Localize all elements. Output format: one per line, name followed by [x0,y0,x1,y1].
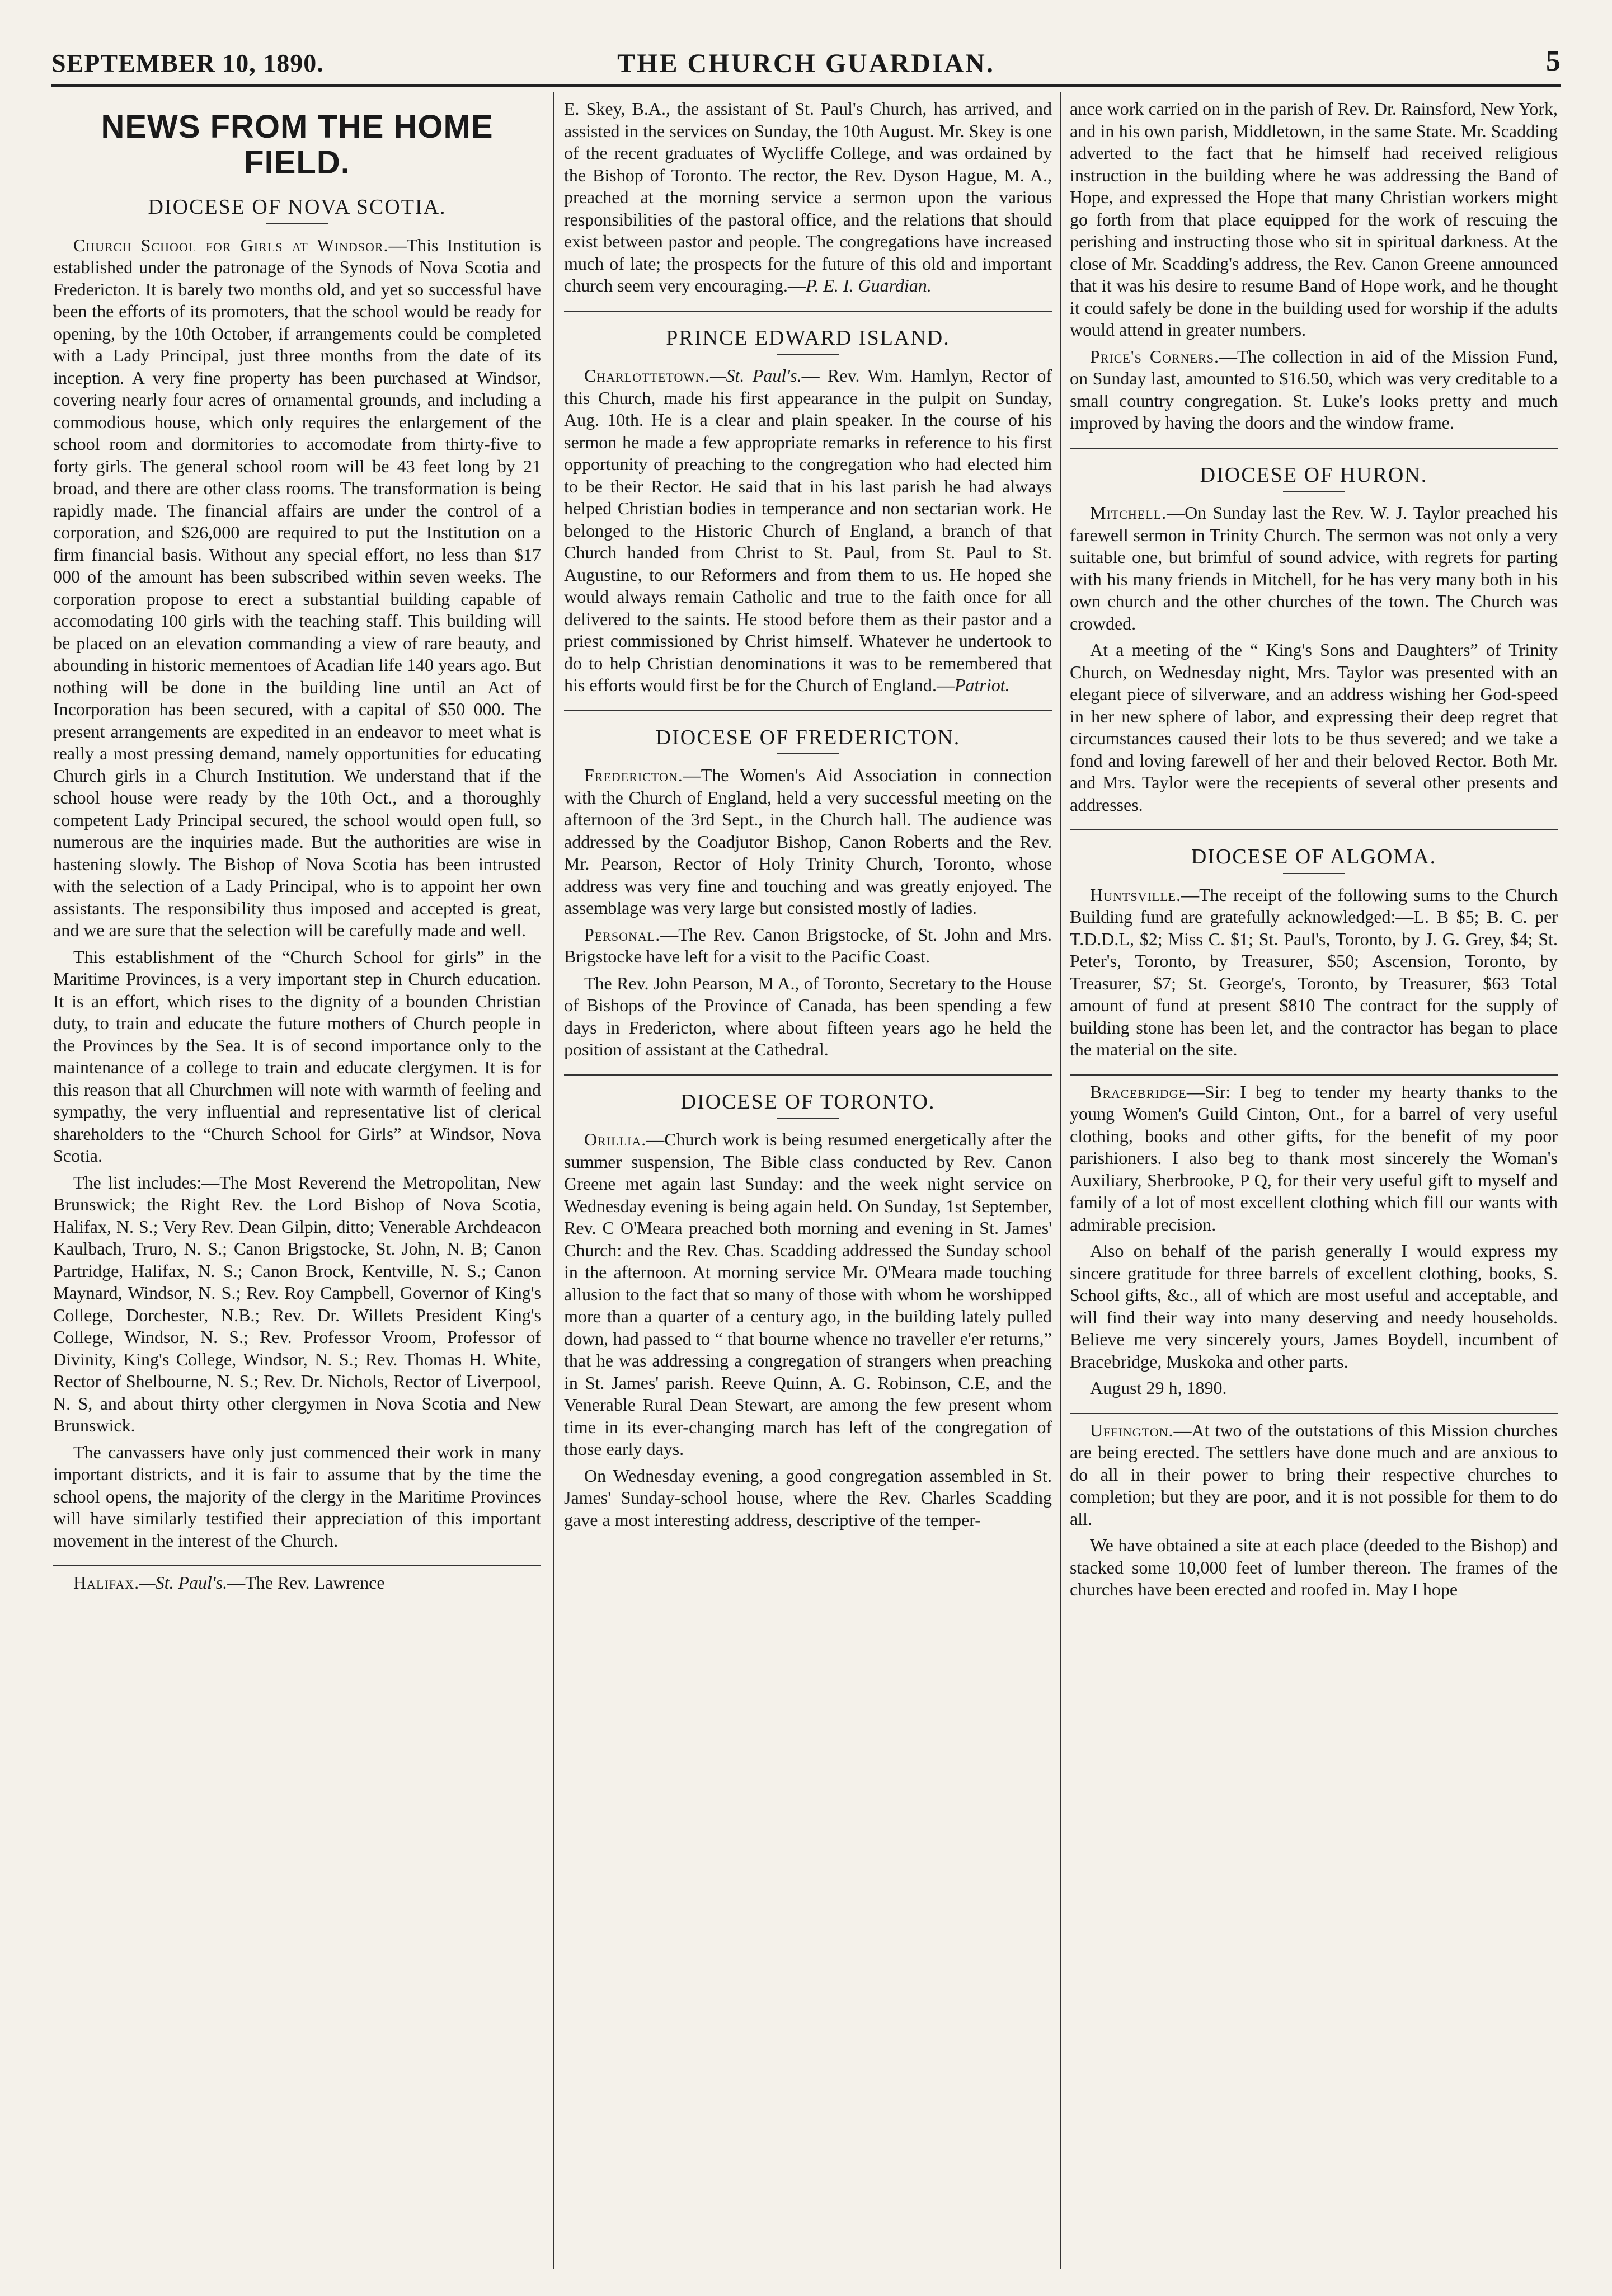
article-paragraph: We have obtained a site at each place (deeded to the Bishop) and stacked some 10,000 feet of lumber thereon. The frames of the churches have been erected and roofed in. May I hope [1070,1535,1558,1599]
article-paragraph [53,234,541,942]
source-credit: Patriot. [954,675,1010,695]
article-rule [564,1074,1052,1076]
run-in-subheading: —St. Paul's. [139,1572,228,1593]
article-rule [1070,1413,1558,1414]
article-rule [564,710,1052,711]
run-in-heading: Mitchell. [1090,503,1167,523]
column-rule [553,92,554,2269]
paragraph-text: E. Skey, B.A., the assistant of St. Paul's Church, has arrived, and assisted in the services on Sunday, the 10th August. Mr. Skey is one of the recent graduates of Wycliffe College, and was ordained by the Bishop of Toronto. The rector, the Rev. Dyson Hague, M. A., preached at the morning service a sermon upon the various responsibilities of the pastoral office, and the relations that should exist between pastor and people. The congregations have increased much of late; the prospects for the future of this old and important church seem very encouraging.— [564,98,1052,295]
article-rule [1070,829,1558,830]
article-paragraph: This establishment of the “Church School for girls” in the Maritime Provinces, is a very important step in Church education. It is an effort, which rises to the dignity of a bounden Christian duty, to train and educate the future mothers of Church people in the Provinces by the Sea. It is of second importance only to the maintenance of a college to train and educate clergymen. It is for this reason that all Churchmen will note with warmth of feeling and sympathy, the very influential and representative list of clerical shareholders to the “Church School for Girls” at Windsor, Nova Scotia. [53,946,541,1166]
article-paragraph: Also on behalf of the parish generally I would express my sincere gratitude for three barrels of excellent clothing, books, S. School gifts, &c., all of which are most useful and acceptable, and will find their way into many deserving and needy households. Believe me very sincerely yours, James Boydell, incumbent of Bracebridge, Muskoka and other parts. [1070,1241,1558,1372]
article-rule [1070,448,1558,449]
paragraph-text: —The Women's Aid Association in connection with the Church of England, held a very successful meeting on the afternoon of the 3rd Sept., in the Church hall. The audience was addressed by the Coadjutor Bishop, Canon Roberts and the Rev. Mr. Pearson, Rector of Holy Trinity Church, Toronto, whose address was very fine and touching and was greatly enjoyed. The assemblage was very large but consisted mostly of ladies. [564,765,1052,918]
run-in-heading: Halifax. [73,1572,140,1593]
article-paragraph [1070,1420,1558,1530]
run-in-subheading: —St. Paul's. [710,365,802,386]
paragraph-text: —The Rev. Lawrence [227,1572,385,1593]
paragraph-text: —On Sunday last the Rev. W. J. Taylor preached his farewell sermon in Trinity Church. The sermon was not only a very suitable one, but brimful of sound advice, with regrets for parting with his many friends in Mitchell, for he has very many both in his own church and the other churches of the town. The Church was crowded. [1070,503,1558,633]
article-paragraph [53,1572,541,1594]
article-paragraph [1070,884,1558,1061]
short-rule [777,354,839,355]
article-paragraph: The list includes:—The Most Reverend the Metropolitan, New Brunswick; the Right Rev. the Lord Bishop of Nova Scotia, Halifax, N. S.; Very Rev. Dean Gilpin, ditto; Venerable Archdeacon Kaulbach, Truro, N. S.; Canon Brigstocke, St. John, N. B; Canon Partridge, Halifax, N. S.; Canon Brock, Kentville, N. S.; Canon Maynard, Windsor, N. S.; Rev. Roy Campbell, Governor of King's College, Dorchester, N.B.; Rev. Dr. Willets President King's College, Windsor, N. S.; Rev. Professor Vroom, Professor of Divinity, King's College, Windsor, N. S.; Rev. Thomas H. White, Rector of Shelbourne, N. S.; Rev. Dr. Nichols, Rector of Liverpool, N. S, and about thirty other clergymen in Nova Scotia and New Brunswick. [53,1172,541,1435]
article-paragraph [564,365,1052,697]
paragraph-text: —Sir: I beg to tender my hearty thanks to the young Women's Guild Cinton, Ont., for a barrel of very useful clothing, books and other gifts, for the benefit of my poor parishioners. I also beg to thank most sincerely the Woman's Auxiliary, Sherbrooke, P Q, for their very useful gift to myself and family of a lot of most excellent clothing which fill our wants with admirable precision. [1070,1081,1558,1234]
article-paragraph: ance work carried on in the parish of Rev. Dr. Rainsford, New York, and in his own parish, Middletown, in the same State. Mr. Scadding adverted to the fact that he himself had received religious instruction in the building where he was addressing the Band of Hope, and expressed the Hope that many Christian workers might go forth from that place equipped for the work of rescuing the perishing and instructing those who sit in spiritual darkness. At the close of Mr. Scadding's address, the Rev. Canon Greene announced that it was his desire to resume Band of Hope work, and he thought it could safely be done in the building used for worship if the adults would attend in greater numbers. [1070,98,1558,340]
paragraph-text: —This Institution is established under the patronage of the Synods of Nova Scotia and Fredericton. It is barely two months old, and yet so successful have been the efforts of its promoters, that the school would be ready for opening, by the 10th October, if arrangements could be completed with a Lady Principal, just three months from the date of its inception. A very fine property has been purchased at Windsor, covering nearly four acres of ornamental grounds, and including a commodious house, which only requires the enlargement of the school room and dormitories to accomodate from thirty-five to forty girls. The general school room will be 43 feet long by 21 broad, and there are other class rooms. The transformation is being rapidly made. The financial affairs are under the control of a corporation, and $26,000 are required to put the Institution on a firm financial basis. Without any special effort, no less than $17 000 of the amount has been subscribed within seven weeks. The corporation propose to erect a substantial building capable of accomodating 100 girls with the teaching staff. This building will be placed on an elevation commanding a view of rare beauty, and abounding in historic mementoes of Acadian life 140 years ago. But nothing will be done in the building line until an Act of Incorporation has been secured, with a capital of $50 000. The present arrangements are expedited in an endeavor to meet what is really a most pressing demand, namely opportunities for educating Church girls in a Church Institution. We understand that if the school house were ready by the 10th Oct., and a thoroughly competent Lady Principal secured, the school would open full, so numerous are the inquiries made. But the authorities are wise in hastening slowly. The Bishop of Nova Scotia has been intrusted with the selection of a Lady Principal, who is to appoint her own assistants. The responsibility thus imposed and accepted is great, and we are sure that the selection will be carefully made and well. [53,234,541,940]
short-rule [1283,491,1345,492]
article-rule [53,1565,541,1566]
section-heading: DIOCESE OF NOVA SCOTIA. [148,195,447,219]
masthead-rule [51,84,1561,87]
section-heading: PRINCE EDWARD ISLAND. [666,326,950,350]
run-in-heading: Fredericton. [584,765,683,785]
section-heading: DIOCESE OF HURON. [1200,463,1428,487]
paragraph-text: —Church work is being resumed energetically after the summer suspension, The Bible class conducted by Rev. Canon Greene met again last Sunday: and the week night service on Wednesday evening is being again held. On Sunday, 1st September, Rev. C O'Meara preached both morning and evening in St. James' Church: and the Rev. Chas. Scadding addressed the Sunday school in the afternoon. At morning service Mr. O'Meara made touching allusion to the fact that so many of those with whom he worshipped more than a quarter of a century ago, in the building lately pulled down, had passed to “ that bourne whence no traveller e'er returns,” that he was addressing a congregation of strangers when preaching in St. James' parish. Reeve Quinn, A. G. Robinson, C.E, and the Venerable Rural Dean Stewart, are among the few present whom time in its ever-changing march has left of the congregation of those early days. [564,1129,1052,1459]
paragraph-text: —At two of the outstations of this Mission churches are being erected. The settlers have done much and are anxious to do all in their power to bring their respective churches to completion; but they are poor, and it is not possible for them to do all. [1070,1420,1558,1529]
article-paragraph: The Rev. John Pearson, M A., of Toronto, Secretary to the House of Bishops of the Province of Canada, has been spending a few days in Fredericton, where about fifteen years ago he held the position of assistant at the Cathedral. [564,973,1052,1059]
newspaper-title: THE CHURCH GUARDIAN. [617,49,995,78]
article-paragraph [1070,346,1558,434]
paragraph-text: —The Rev. Canon Brigstocke, of St. John and Mrs. Brigstocke have left for a visit to the Pacific Coast. [564,924,1052,966]
section-heading: DIOCESE OF TORONTO. [680,1090,936,1114]
run-in-heading: Huntsville. [1090,884,1182,905]
article-paragraph [564,764,1052,919]
run-in-heading: Church School for Girls at Windsor. [73,234,389,255]
article-rule [1070,1074,1558,1076]
run-in-heading: Bracebridge [1090,1081,1187,1102]
article-paragraph: On Wednesday evening, a good congregation assembled in St. James' Sunday-school house, where the Rev. Charles Scadding gave a most interesting address, descriptive of the temper- [564,1465,1052,1530]
paragraph-text: — Rev. Wm. Hamlyn, Rector of this Church, made his first appearance in the pulpit on Sunday, Aug. 10th. He is a clear and plain speaker. In the course of his sermon he made a few appropriate remarks in reference to his first opportunity of preaching to the congregation who had elected him to be their Rector. He said that in his last parish he had always helped Christian bodies in temperance and non sectarian work. He belonged to the Historic Church of England, a branch of that Church handed from Christ to St. Paul, from St. Paul to St. Augustine, to our Reformers and from them to us. He hoped she would always remain Catholic and true to the faith once for all delivered to the saints. He stood before them as their pastor and a priest commissioned by Christ himself. Whatever he undertook to do to help Christian denominations it was to be remembered that his efforts would first be for the Church of England.— [564,365,1052,695]
run-in-heading: Personal. [584,924,661,945]
paragraph-text: —The receipt of the following sums to the Church Building fund are gratefully acknowledged:—L. B $5; B. C. per T.D.D.L, $2; Miss C. $1; St. Paul's, Toronto, by J. G. Grey, $4; St. Peter's, Toronto, by Treasurer, $50; Ascension, Toronto, by Treasurer, $7; St. George's, Toronto, by Treasurer, $63 Total amount of fund at present $810 The contract for the supply of building stone has been let, and the contractor has began to place the material on the site. [1070,884,1558,1059]
article-paragraph [1070,1081,1558,1236]
paragraph-text: —The collection in aid of the Mission Fund, on Sunday last, amounted to $16.50, which was very creditable to a small country congregation. St. Luke's looks pretty and much improved by having the doors and the window frame. [1070,346,1558,433]
article-rule [564,311,1052,312]
short-rule [266,223,328,224]
short-rule [777,753,839,754]
run-in-heading: Orillia. [584,1129,647,1149]
article-paragraph [564,98,1052,297]
issue-date: SEPTEMBER 10, 1890. [51,49,324,77]
letter-date: August 29 h, 1890. [1090,1378,1227,1398]
run-in-heading: Charlottetown. [584,365,711,386]
column-rule [1060,92,1061,2269]
short-rule [1283,873,1345,874]
article-paragraph: The canvassers have only just commenced their work in many important districts, and it is fair to assume that by the time the school opens, the majority of the clergy in the Maritime Provinces will have similarly testified their appreciation of this important movement in the interest of the Church. [53,1442,541,1551]
page-number: 5 [1546,45,1561,77]
article-paragraph [564,1129,1052,1461]
short-rule [777,1118,839,1119]
section-heading: DIOCESE OF ALGOMA. [1191,845,1437,868]
section-banner: NEWS FROM THE HOME FIELD. [101,109,494,181]
article-paragraph [564,924,1052,968]
column-3 [1070,98,1558,2269]
run-in-heading: Uffington. [1090,1420,1174,1440]
section-heading: DIOCESE OF FREDERICTON. [655,725,961,749]
column-1 [53,98,541,2269]
article-paragraph [1070,502,1558,635]
source-credit: P. E. I. Guardian. [805,275,932,295]
article-paragraph: At a meeting of the “ King's Sons and Daughters” of Trinity Church, on Wednesday night, Mrs. Taylor was presented with an elegant piece of silverware, and an address wishing her God-speed in her new sphere of labor, and expressing their deep regret that circumstances caused their lots to be thus severed; and we take a fond and loving farewell of her and their beloved Rector. Both Mr. and Mrs. Taylor were the recepients of several other presents and addresses. [1070,640,1558,815]
run-in-heading: Price's Corners. [1090,346,1219,367]
column-2 [564,98,1052,2269]
